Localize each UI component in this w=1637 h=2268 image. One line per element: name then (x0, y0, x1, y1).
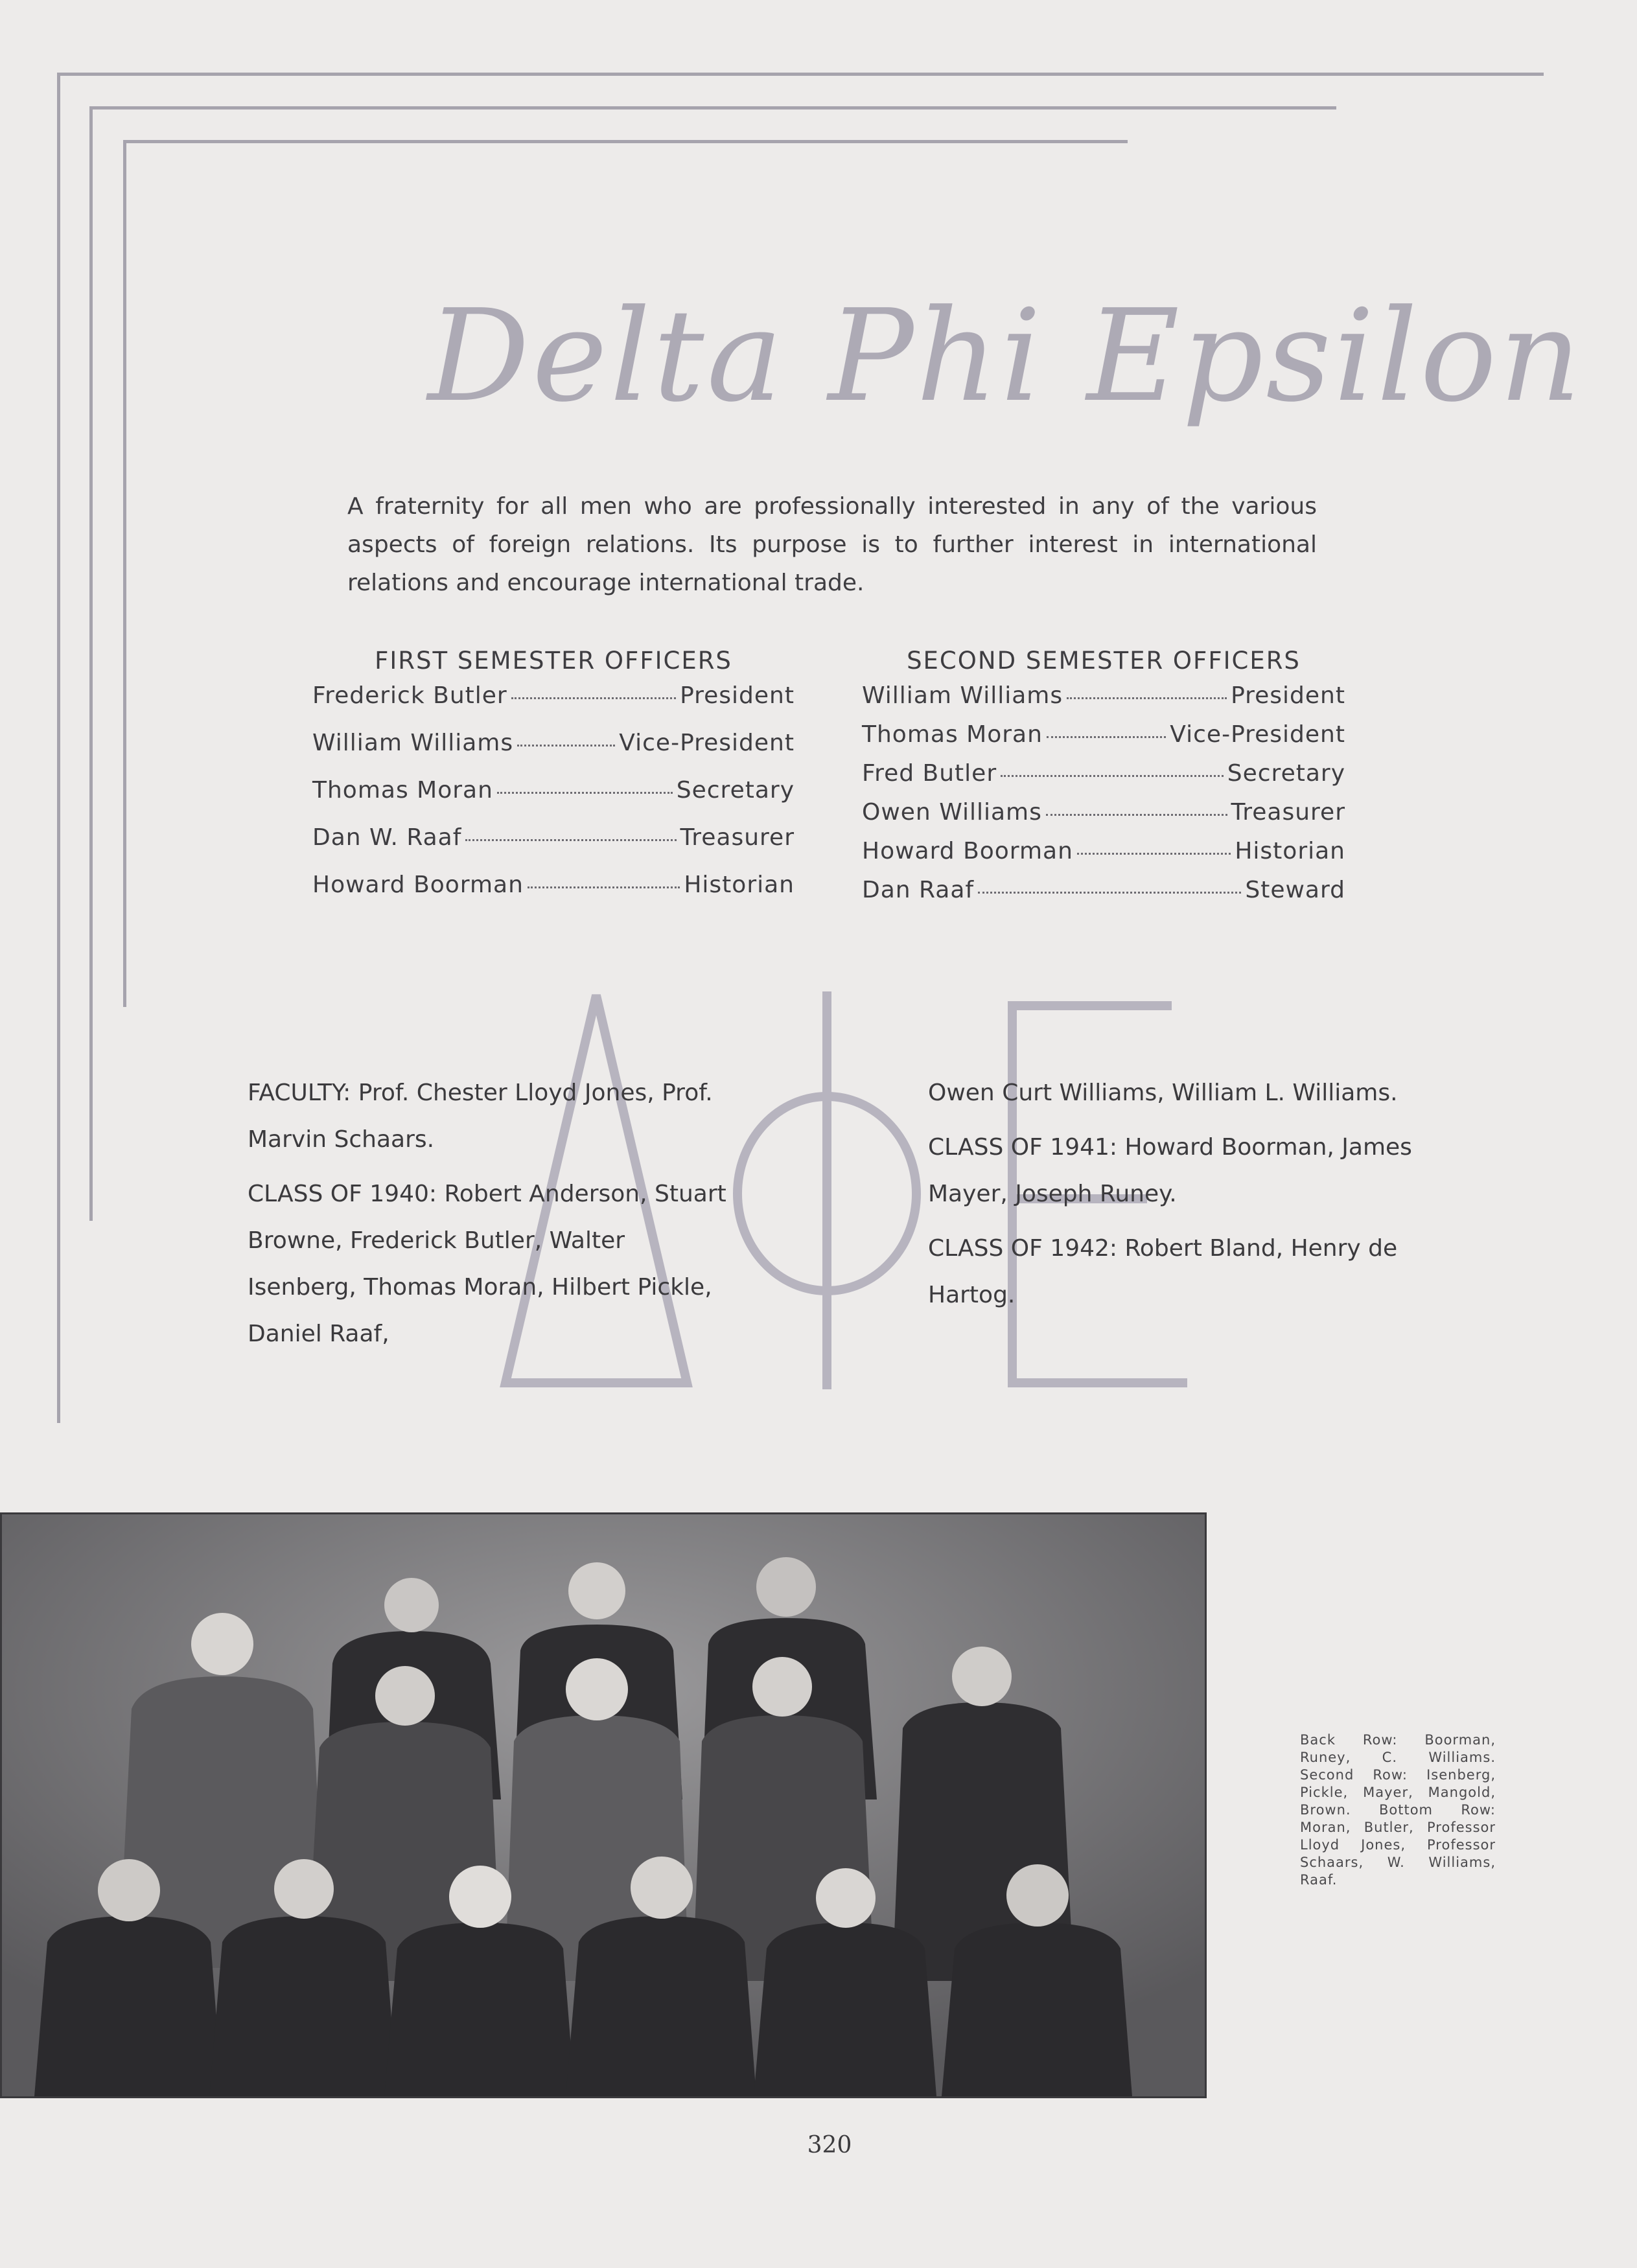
officer-name: Thomas Moran (862, 721, 1043, 748)
officer-role: Treasurer (1231, 799, 1345, 826)
first-semester-officers (312, 647, 795, 919)
officer-name: Fred Butler (862, 760, 997, 787)
members-right-column (928, 1070, 1418, 1326)
officer-role: President (680, 682, 795, 709)
dot-leader (528, 886, 680, 888)
officer-name: Dan W. Raaf (312, 824, 462, 851)
fraternity-description: A fraternity for all men who are professionally interested in any of the various aspects of foreign relations. Its purpose is to further interest in international relations and encourage international trade. (347, 493, 1317, 596)
officer-row (312, 730, 795, 777)
officer-role: Vice-President (1170, 721, 1345, 748)
officer-name: William Williams (312, 730, 514, 756)
dot-leader (1047, 736, 1166, 738)
border-rule-middle-left (89, 106, 93, 1221)
members-faculty: FACULTY: Prof. Chester Lloyd Jones, Prof. Marvin Schaars. (248, 1080, 713, 1153)
officer-name: Thomas Moran (312, 777, 493, 804)
members-continued: Owen Curt Williams, William L. Williams. (928, 1080, 1398, 1106)
officer-row (862, 760, 1345, 799)
border-rule-outer-left (57, 73, 60, 1423)
page-title: Delta Phi Epsilon (428, 283, 1584, 430)
photo-caption: Back Row: Boorman, Runey, C. Williams. Second Row: Isenberg, Pickle, Mayer, Mangold, Brown. Bottom Row: Moran, Butler, Professor Lloyd Jones, Professor Schaars, W. Williams, Raaf. (1300, 1732, 1496, 1888)
dot-leader (1001, 775, 1224, 777)
group-photo-illustration (2, 1514, 1205, 2096)
officer-name: Howard Boorman (312, 872, 524, 898)
dot-leader (497, 792, 673, 794)
officer-name: Howard Boorman (862, 838, 1073, 864)
officer-role: Secretary (1227, 760, 1345, 787)
officer-name: Owen Williams (862, 799, 1042, 826)
officer-row (862, 838, 1345, 877)
group-photo (0, 1512, 1207, 2098)
officer-name: Frederick Butler (312, 682, 507, 709)
second-semester-list (862, 682, 1345, 916)
members-left-column (248, 1070, 732, 1365)
officer-role: Secretary (676, 777, 795, 804)
officer-role: Treasurer (680, 824, 795, 851)
members-class-1940: CLASS OF 1940: Robert Anderson, Stuart Browne, Frederick Butler, Walter Isenberg, Thomas Moran, Hilbert Pickle, Daniel Raaf, (248, 1181, 726, 1347)
officer-row (312, 872, 795, 919)
officer-row (862, 799, 1345, 838)
first-semester-heading: FIRST SEMESTER OFFICERS (375, 647, 732, 675)
border-rule-outer-top (57, 73, 1544, 76)
officer-row (862, 682, 1345, 721)
officer-role: Steward (1245, 877, 1345, 903)
border-rule-inner-left (123, 140, 126, 1007)
dot-leader (1077, 853, 1231, 855)
officer-name: Dan Raaf (862, 877, 975, 903)
officer-row (312, 682, 795, 730)
officer-row (862, 721, 1345, 760)
first-semester-list (312, 682, 795, 919)
members-class-1941: CLASS OF 1941: Howard Boorman, James Mayer, Joseph Runey. (928, 1134, 1412, 1207)
dot-leader (978, 892, 1241, 894)
members-class-1942: CLASS OF 1942: Robert Bland, Henry de Hartog. (928, 1235, 1398, 1308)
border-rule-inner-top (123, 140, 1128, 143)
officer-row (862, 877, 1345, 916)
page-number: 320 (807, 2132, 852, 2158)
second-semester-officers (862, 647, 1345, 916)
second-semester-heading: SECOND SEMESTER OFFICERS (907, 647, 1301, 675)
dot-leader (465, 839, 676, 841)
border-rule-middle-top (89, 106, 1336, 110)
officer-role: Historian (1235, 838, 1345, 864)
dot-leader (1067, 697, 1227, 699)
dot-leader (511, 697, 676, 699)
officer-role: President (1231, 682, 1345, 709)
officer-role: Vice-President (619, 730, 795, 756)
officer-row (312, 824, 795, 872)
officer-role: Historian (684, 872, 795, 898)
officer-name: William Williams (862, 682, 1063, 709)
dot-leader (1046, 814, 1227, 816)
officer-row (312, 777, 795, 824)
dot-leader (517, 745, 615, 746)
